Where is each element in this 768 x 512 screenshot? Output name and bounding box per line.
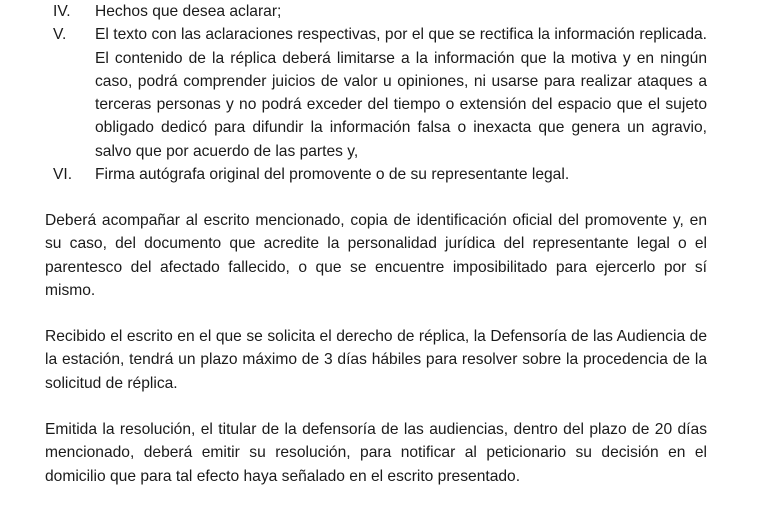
list-numeral: IV. bbox=[53, 3, 71, 20]
paragraph-identification: Deberá acompañar al escrito mencionado, copia de identificación oficial del promovente y, en su caso, del documento que acredite la personalidad jurídica del representante legal o el parentesco del afectado fallecido, o que se encuentre imposibilitado para ejercerlo por sí mismo. bbox=[45, 212, 707, 299]
list-item-text: Firma autógrafa original del promovente o de su representante legal. bbox=[95, 166, 570, 184]
list-item-text: El texto con las aclaraciones respectivas, por el que se rectifica la información replicada. El contenido de la réplica deberá limitarse a la información que la motiva y en ningún caso, podrá comprender juicios de valor u opiniones, ni usarse para realizar ataques a terceras personas y no podrá exceder del tiempo o extensión del espacio que el sujeto obligado dedicó para difundir la información falsa o inexacta que genera un agravio, salvo que por acuerdo de las partes y, bbox=[95, 26, 707, 160]
list-item bbox=[45, 23, 707, 163]
list-numeral: VI. bbox=[53, 166, 73, 184]
list-item bbox=[45, 163, 707, 186]
list-numeral: V. bbox=[53, 26, 67, 44]
list-item-text: Hechos que desea aclarar; bbox=[95, 3, 282, 20]
paragraph-resolution-deadline: Recibido el escrito en el que se solicita el derecho de réplica, la Defensoría de las Audiencia de la estación, tendrá un plazo máximo de 3 días hábiles para resolver sobre la procedencia de la solicitud de réplica. bbox=[45, 328, 707, 392]
list-item bbox=[45, 0, 707, 23]
requirements-list bbox=[45, 0, 707, 186]
paragraph-notification: Emitida la resolución, el titular de la defensoría de las audiencias, dentro del plazo de 20 días mencionado, deberá emitir su resolución, para notificar al peticionario su decisión en el domicilio que para tal efecto haya señalado en el escrito presentado. bbox=[45, 421, 707, 485]
